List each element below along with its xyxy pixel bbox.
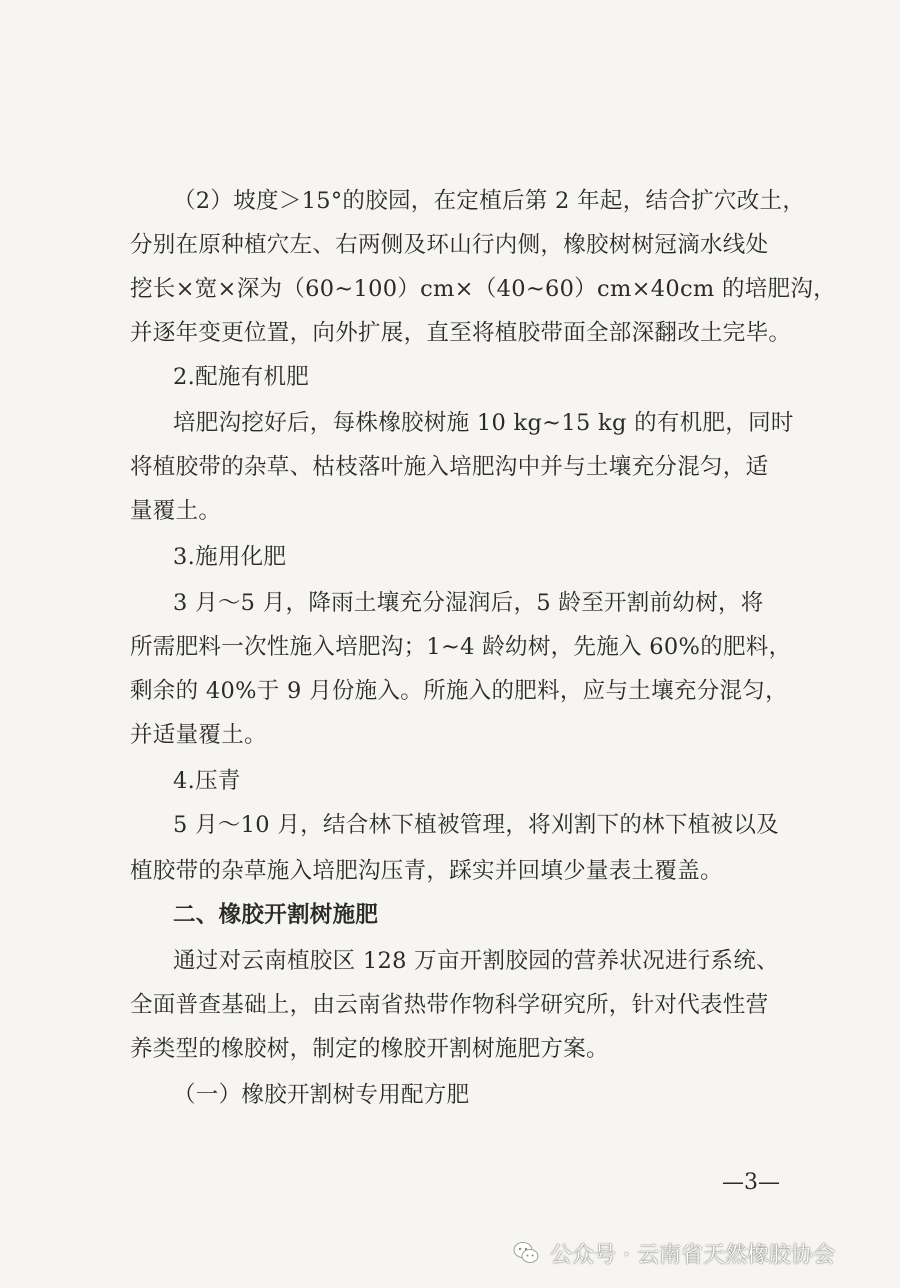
paragraph-line: 量覆土。 — [130, 498, 222, 524]
paragraph-line: 通过对云南植胶区 128 万亩开割胶园的营养状况进行系统、 — [173, 948, 779, 974]
paragraph-line: 培肥沟挖好后，每株橡胶树施 10 kg~15 kg 的有机肥，同时 — [173, 410, 794, 436]
paragraph-line: 将植胶带的杂草、枯枝落叶施入培肥沟中并与土壤充分混匀，适 — [130, 454, 769, 480]
section-heading: 3.施用化肥 — [173, 544, 287, 570]
paragraph-line: 所需肥料一次性施入培肥沟；1~4 龄幼树，先施入 60%的肥料， — [130, 634, 792, 660]
paragraph-line: 挖长×宽×深为（60~100）cm×（40~60）cm×40cm 的培肥沟， — [130, 276, 836, 302]
paragraph-line: 剩余的 40%于 9 月份施入。所施入的肥料，应与土壤充分混匀， — [130, 678, 788, 704]
paragraph-line: 养类型的橡胶树，制定的橡胶开割树施肥方案。 — [130, 1036, 609, 1062]
chapter-heading: 二、橡胶开割树施肥 — [173, 902, 379, 928]
paragraph-line: 植胶带的杂草施入培肥沟压青，踩实并回填少量表土覆盖。 — [130, 858, 723, 884]
paragraph-line: （2）坡度＞15°的胶园，在定植后第 2 年起，结合扩穴改土， — [173, 188, 806, 214]
wechat-icon — [512, 1239, 540, 1267]
paragraph-line: 分别在原种植穴左、右两侧及环山行内侧，橡胶树树冠滴水线处 — [130, 232, 769, 258]
paragraph-line: 全面普查基础上，由云南省热带作物科学研究所，针对代表性营 — [130, 992, 769, 1018]
section-heading: 4.压青 — [173, 768, 241, 794]
watermark-text: 公众号 · 云南省天然橡胶协会 — [550, 1242, 835, 1268]
paragraph-line: 并逐年变更位置，向外扩展，直至将植胶带面全部深翻改土完毕。 — [130, 320, 792, 346]
page-number: —3— — [722, 1170, 780, 1195]
paragraph-line: 并适量覆土。 — [130, 722, 267, 748]
paragraph-line: 5 月～10 月，结合林下植被管理，将刈割下的林下植被以及 — [173, 812, 779, 838]
section-heading: 2.配施有机肥 — [173, 364, 310, 390]
subsection-heading: （一）橡胶开割树专用配方肥 — [173, 1082, 470, 1108]
watermark — [512, 1236, 835, 1270]
paragraph-line: 3 月～5 月，降雨土壤充分湿润后，5 龄至开割前幼树，将 — [173, 590, 764, 616]
